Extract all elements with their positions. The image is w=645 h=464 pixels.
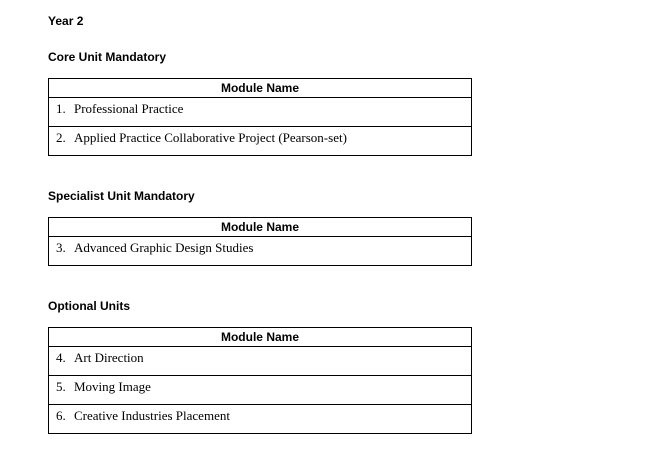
module-number: 5. [56, 379, 66, 394]
table-row [49, 98, 472, 127]
module-table-2 [48, 327, 472, 434]
module-table-1 [48, 217, 472, 266]
table-row [49, 405, 472, 434]
module-name: Professional Practice [74, 101, 184, 116]
table-row [49, 347, 472, 376]
module-number: 2. [56, 130, 66, 145]
module-name: Advanced Graphic Design Studies [74, 240, 254, 255]
table-row [49, 376, 472, 405]
table-header-row [49, 328, 472, 347]
page-title: Year 2 [48, 14, 84, 28]
section-heading-2: Optional Units [48, 299, 130, 313]
module-cell [49, 347, 472, 376]
table-row [49, 237, 472, 266]
unit-section-2 [48, 299, 645, 434]
module-number: 3. [56, 240, 66, 255]
table-header-row [49, 79, 472, 98]
section-heading-1: Specialist Unit Mandatory [48, 189, 195, 203]
module-cell [49, 98, 472, 127]
unit-section-0 [48, 50, 645, 156]
module-cell [49, 237, 472, 266]
module-number: 1. [56, 101, 66, 116]
module-name-column-header: Module Name [49, 79, 472, 98]
module-name: Art Direction [74, 350, 144, 365]
module-name: Moving Image [74, 379, 151, 394]
table-header-row [49, 218, 472, 237]
module-number: 4. [56, 350, 66, 365]
module-number: 6. [56, 408, 66, 423]
module-cell [49, 405, 472, 434]
table-row [49, 127, 472, 156]
sections-container [48, 50, 645, 434]
module-cell [49, 127, 472, 156]
module-cell [49, 376, 472, 405]
module-table-0 [48, 78, 472, 156]
module-name-column-header: Module Name [49, 218, 472, 237]
module-name-column-header: Module Name [49, 328, 472, 347]
unit-section-1 [48, 189, 645, 266]
module-name: Creative Industries Placement [74, 408, 230, 423]
section-heading-0: Core Unit Mandatory [48, 50, 167, 64]
module-name: Applied Practice Collaborative Project (Pearson-set) [74, 130, 347, 145]
